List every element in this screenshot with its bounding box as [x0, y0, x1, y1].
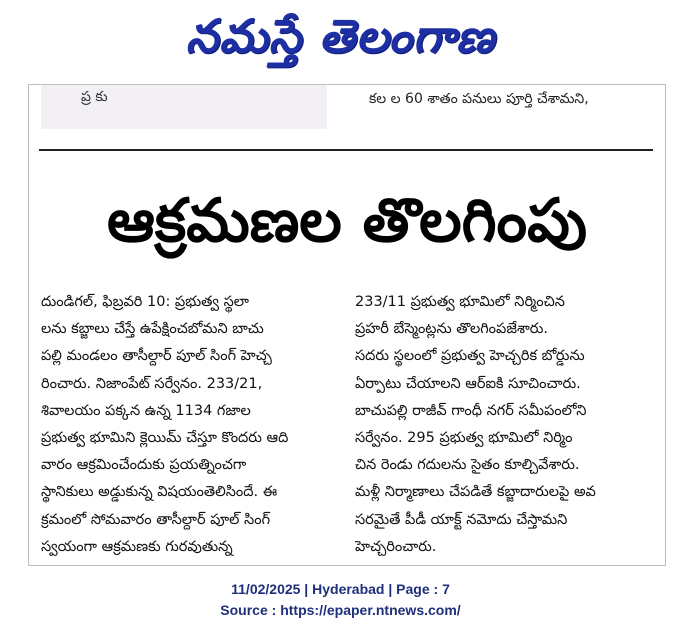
article-line: 233/11 ప్రభుత్వ భూమిలో నిర్మించిన [355, 294, 565, 310]
article-line: లను కబ్జాలు చేస్తే ఉపేక్షించబోమని బాచు [41, 321, 264, 338]
article-line: స్థానికులు అడ్డుకున్న విషయంతెలిసిందే. ఈ [41, 484, 278, 501]
source-link[interactable]: Source : https://epaper.ntnews.com/ [220, 602, 461, 618]
previous-article-text-right: కల ల 60 శాతం పనులు పూర్తి చేశామని, [369, 91, 589, 107]
newspaper-logo-title: నమస్తే తెలంగాణ [185, 9, 496, 63]
article-line: రించారు. నిజాంపేట్‌ సర్వేనం. 233/21, [41, 375, 263, 392]
newspaper-clipping [28, 84, 666, 566]
previous-article-text-left: ప్ర కు [81, 89, 108, 105]
article-line: స్వయంగా ఆక్రమణకు గురవుతున్న [41, 538, 233, 555]
article-line: చిన రెండు గదులను సైతం కూల్చివేశారు. [355, 457, 580, 474]
edition-info: 11/02/2025 | Hyderabad | Page : 7 [231, 581, 450, 597]
article-line: మళ్లీ నిర్మాణాలు చేపడితే కబ్జాదారులపై అవ [355, 484, 596, 501]
masthead [0, 0, 681, 82]
article-headline: ఆక్రమణల తొలగింపు [107, 186, 587, 256]
section-divider [39, 149, 653, 151]
article-line: సదరు స్థలంలో ప్రభుత్వ హెచ్చరిక బోర్డును [355, 348, 585, 365]
article-line: వారం ఆక్రమించేందుకు ప్రయత్నించగా [41, 457, 247, 474]
article-line: శివాలయం పక్కన ఉన్న 1134 గజాల [41, 402, 251, 419]
article-line: సర్వేనం. 295 ప్రభుత్వ భూమిలో నిర్మిం [355, 429, 573, 446]
article-line: బాచుపల్లి రాజీవ్‌ గాంధీ నగర్‌ సమీపంలోని [355, 402, 587, 419]
article-line: సరమైతే పీడీ యాక్ట్‌ నమోదు చేస్తామని [355, 511, 568, 528]
previous-article-fragment-left [41, 85, 327, 129]
article-line: ప్రభుత్వ భూమిని క్లెయిమ్‌ చేస్తూ కొందరు ఆది [41, 429, 289, 446]
article-line: పల్లి మండలం తాసీల్దార్‌ పూల్‌ సింగ్‌ హెచ్చ [41, 348, 272, 365]
article-line: ఏర్పాటు చేయాలని ఆర్‌ఐకి సూచించారు. [355, 375, 581, 392]
article-line: ప్రహరీ బేస్మెంట్లను తొలగింపజేశారు. [355, 321, 548, 338]
article-line: హెచ్చరించారు. [355, 538, 437, 555]
article-line: క్రమంలో సోమవారం తాసీల్దార్‌ పూల్‌ సింగ్‌ [41, 511, 271, 528]
article-column-right [355, 289, 651, 565]
article-column-left [41, 289, 337, 565]
article-line: దుండిగల్‌, ఫిబ్రవరి 10: ప్రభుత్వ స్థలా [41, 294, 249, 310]
